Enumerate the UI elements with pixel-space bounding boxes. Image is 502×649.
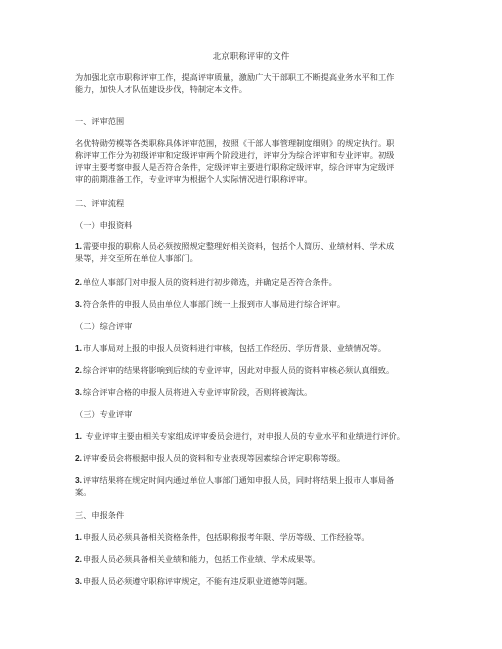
list-item bbox=[75, 364, 431, 376]
list-text: 符合条件的申报人员由单位人事部门统一上报到市人事局进行综合评审。 bbox=[83, 299, 346, 309]
scope-line: 称评审工作分为初级评审和定级评审两个阶段进行，评审分为综合评审和专业评审。初级 bbox=[75, 150, 395, 160]
section-heading-conditions: 三、申报条件 bbox=[75, 510, 125, 520]
list-number: 3. bbox=[75, 387, 82, 397]
list-text: 需要申报的职称人员必须按照规定整理好相关资料，包括个人简历、业绩材料、学术成 bbox=[83, 241, 395, 251]
list-item bbox=[75, 452, 431, 464]
section-heading-scope: 一、评审范围 bbox=[75, 116, 125, 126]
list-item bbox=[75, 240, 431, 264]
list-text: 申报人员必须遵守职称评审规定，不能有违反职业道德等问题。 bbox=[83, 576, 313, 586]
list-number: 2. bbox=[75, 365, 82, 375]
list-item-line bbox=[75, 531, 431, 543]
section-heading-process: 二、评审流程 bbox=[75, 198, 125, 208]
list-item-line bbox=[75, 298, 431, 310]
list-number: 2. bbox=[75, 554, 82, 564]
list-item-line: 果等，并交至所在单位人事部门。 bbox=[75, 253, 198, 263]
list-item bbox=[75, 342, 431, 354]
list-item-line bbox=[75, 474, 431, 486]
intro-line: 为加强北京市职称评审工作，提高评审质量，激励广大干部职工不断提高业务水平和工作 bbox=[75, 72, 395, 82]
list-text: 市人事局对上报的申报人员资料进行审核，包括工作经历、学历背景、业绩情况等。 bbox=[83, 343, 386, 353]
list-item-line bbox=[75, 452, 431, 464]
list-item-line bbox=[75, 386, 431, 398]
intro-line: 能力，加快人才队伍建设步伐，特制定本文件。 bbox=[75, 84, 247, 94]
scope-line: 评审主要考察申报人是否符合条件，定级评审主要进行职称定级评审，综合评审为定级评 bbox=[75, 162, 395, 172]
list-number: 2. bbox=[75, 277, 82, 287]
list-item-line bbox=[75, 430, 431, 442]
list-item-line: 案。 bbox=[75, 487, 92, 497]
scope-paragraph bbox=[75, 137, 431, 185]
intro-paragraph bbox=[75, 71, 431, 95]
scope-line: 审的前期准备工作，专业评审为根据个人实际情况进行职称评审。 bbox=[75, 174, 313, 184]
list-number: 3. bbox=[75, 475, 82, 485]
list-text: 评审结果将在规定时间内通过单位人事部门通知申报人员，同时将结果上报市人事局备 bbox=[83, 475, 395, 485]
list-number: 1. bbox=[75, 431, 82, 441]
list-item bbox=[75, 276, 431, 288]
list-text: 评审委员会将根据申报人员的资料和专业表现等因素综合评定职称等级。 bbox=[83, 453, 346, 463]
list-text: 申报人员必须具备相关资格条件，包括职称报考年限、学历等级、工作经验等。 bbox=[83, 532, 370, 542]
subsection-heading-comprehensive: （二）综合评审 bbox=[75, 321, 133, 331]
list-item bbox=[75, 298, 431, 310]
list-number: 1. bbox=[75, 532, 82, 542]
list-number: 3. bbox=[75, 576, 82, 586]
list-item-line bbox=[75, 553, 431, 565]
list-item bbox=[75, 474, 431, 498]
list-item bbox=[75, 553, 431, 565]
list-item bbox=[75, 531, 431, 543]
list-item-line bbox=[75, 276, 431, 288]
list-item bbox=[75, 575, 431, 587]
scope-line: 名优特勋劳模等各类职称具体评审范围，按照《干部人事管理制度细则》的规定执行。职 bbox=[75, 138, 395, 148]
list-item-line bbox=[75, 364, 431, 376]
document-title: 北京职称评审的文件 bbox=[212, 52, 290, 62]
list-item-line bbox=[75, 342, 431, 354]
list-text: 专业评审主要由相关专家组成评审委员会进行，对申报人员的专业水平和业绩进行评价。 bbox=[83, 431, 405, 441]
list-text: 综合评审合格的申报人员将进入专业评审阶段，否则将被淘汰。 bbox=[83, 387, 313, 397]
list-item bbox=[75, 430, 431, 442]
subsection-heading-professional: （三）专业评审 bbox=[75, 409, 133, 419]
list-number: 1. bbox=[75, 343, 82, 353]
list-text: 申报人员必须具备相关业绩和能力，包括工作业绩、学术成果等。 bbox=[83, 554, 321, 564]
list-text: 综合评审的结果将影响到后续的专业评审，因此对申报人员的资料审核必须认真细致。 bbox=[83, 365, 395, 375]
list-number: 1. bbox=[75, 241, 82, 251]
list-number: 2. bbox=[75, 453, 82, 463]
list-text: 单位人事部门对申报人员的资料进行初步筛选，并确定是否符合条件。 bbox=[83, 277, 337, 287]
list-item-line bbox=[75, 240, 431, 252]
list-item-line bbox=[75, 575, 431, 587]
subsection-heading-materials: （一）申报资料 bbox=[75, 220, 133, 230]
list-number: 3. bbox=[75, 299, 82, 309]
list-item bbox=[75, 386, 431, 398]
